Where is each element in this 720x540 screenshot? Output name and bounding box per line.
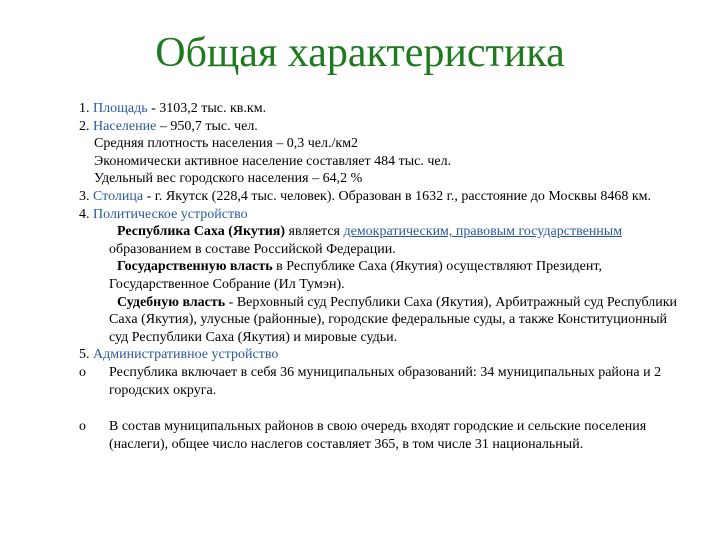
capital-value: - г. Якутск (228,4 тыс. человек). Образован в 1632 г., расстояние до Москвы 8468 км.: [143, 188, 652, 204]
admin-label: Административное устройство: [93, 347, 279, 363]
text: в Республике Саха (Якутия) осуществляют Президент, Государственное Собрание (Ил Тумэн).: [109, 259, 602, 292]
bullet-text: В состав муниципальных районов в свою очередь входят городские и сельские поселения (наслеги), общее число наслегов составляет 365, в том числе 31 национальный.: [109, 419, 647, 452]
bullet-item: [79, 418, 689, 453]
page-title: Общая характеристика: [155, 30, 565, 76]
population-label: Население: [93, 118, 157, 134]
item-admin: [79, 346, 689, 364]
item-population: [79, 118, 689, 136]
republic-name: Республика Саха (Якутия): [117, 224, 286, 240]
item-number: 4.: [79, 206, 93, 222]
politics-label: Политическое устройство: [93, 206, 248, 222]
item-number: 3.: [79, 188, 93, 204]
bullet-text: Республика включает в себя 36 муниципальных образований: 34 муниципальных района и 2 городских округа.: [109, 364, 662, 398]
area-value: - 3103,2 тыс. кв.км.: [147, 101, 267, 116]
politics-paragraph-2: [79, 258, 689, 293]
text: образованием в составе Российской Федерации.: [109, 241, 396, 257]
text: является: [285, 224, 344, 240]
item-politics: [79, 206, 689, 224]
item-area: [79, 100, 689, 118]
content-body: [79, 100, 689, 453]
text: - Верховный суд Республики Саха (Якутия), Арбитражный суд Республики Саха (Якутия), улусные (районные), городские федеральные суды, а также Конституционный суд Республики Саха (Якутия) и мировые судьи.: [109, 294, 678, 345]
item-number: 2.: [79, 118, 93, 134]
bullet-marker-icon: o: [79, 364, 86, 380]
area-label: Площадь: [93, 101, 148, 116]
capital-label: Столица: [93, 188, 144, 204]
item-capital: [79, 188, 689, 206]
bullet-item: [79, 364, 689, 399]
state-power-label: Государственную власть: [117, 259, 273, 275]
democratic-link[interactable]: демократическим, правовым государственным: [343, 224, 623, 240]
bullet-marker-icon: o: [79, 419, 86, 435]
politics-paragraph-1: [79, 223, 689, 258]
urban-share: Удельный вес городского населения – 64,2 %: [94, 171, 363, 187]
judicial-power-label: Судебную власть: [117, 294, 226, 310]
active-population: Экономически активное население составляет 484 тыс. чел.: [94, 153, 452, 169]
population-density: Средняя плотность населения – 0,3 чел./км2: [94, 136, 359, 152]
item-number: 5.: [79, 347, 93, 363]
population-value: – 950,7 тыс. чел.: [156, 118, 258, 134]
politics-paragraph-3: [79, 294, 689, 347]
item-number: 1.: [79, 101, 93, 116]
